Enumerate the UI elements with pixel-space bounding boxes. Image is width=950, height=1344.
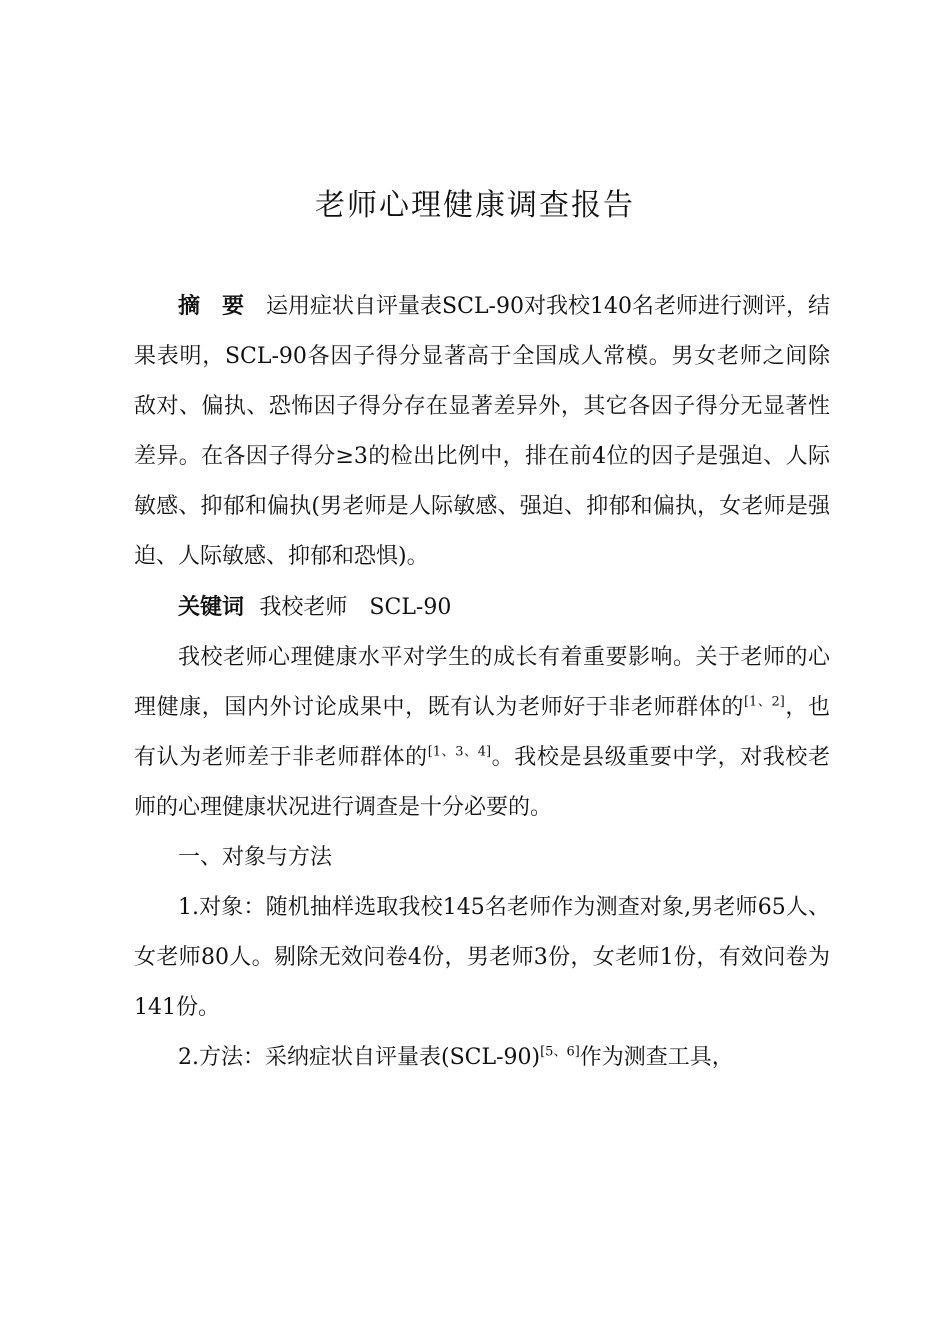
document-title: 老师心理健康调查报告 (315, 188, 635, 223)
abstract-label (178, 293, 244, 319)
keyword-1: 我校老师 (259, 595, 348, 620)
method-text-1: 2.方法：采纳症状自评量表(SCL-90) (178, 1045, 541, 1070)
document-body (134, 281, 830, 1083)
citation-2: [1、3、4] (427, 744, 492, 760)
method-text-2: 作为测查工具， (579, 1045, 734, 1070)
method-paragraph (134, 1033, 830, 1083)
intro-text-3: 。我校是县级重要中学，对我校老师的心理健康状况进行调查是十分必要的。 (134, 745, 830, 820)
intro-text-1: 我校老师心理健康水平对学生的成长有着重要影响。关于老师的心理健康，国内外讨论成果中，既有认为老师好于非老师群体的 (134, 645, 830, 720)
abstract-paragraph (134, 281, 830, 582)
intro-paragraph (134, 633, 830, 833)
intro-text-2: ，也有认为老师差于非老师群体的 (134, 695, 830, 770)
abstract-text: 运用症状自评量表SCL-90对我校140名老师进行测评，结果表明，SCL-90各因子得分显著高于全国成人常模。男女老师之间除敌对、偏执、恐怖因子得分存在显著差异外，其它各因子得分无显著性差异。在各因子得分≥3的检出比例中，排在前4位的因子是强迫、人际敏感、抑郁和偏执(男老师是人际敏感、强迫、抑郁和偏执，女老师是强迫、人际敏感、抑郁和恐惧)。 (134, 294, 830, 569)
abstract-label-char-1: 摘 (178, 293, 201, 319)
keywords-label: 关键词 (178, 594, 245, 620)
keyword-2: SCL-90 (369, 595, 452, 620)
abstract-label-char-2: 要 (222, 293, 245, 319)
section-heading: 一、对象与方法 (178, 845, 333, 870)
citation-1: [1、2] (743, 694, 785, 710)
keywords-paragraph (134, 582, 830, 633)
subjects-paragraph: 1.对象：随机抽样选取我校145名老师作为测查对象,男老师65人、女老师80人。剔除无效问卷4份，男老师3份，女老师1份，有效问卷为141份。 (134, 895, 830, 1020)
citation-3: [5、6] (540, 1044, 580, 1060)
